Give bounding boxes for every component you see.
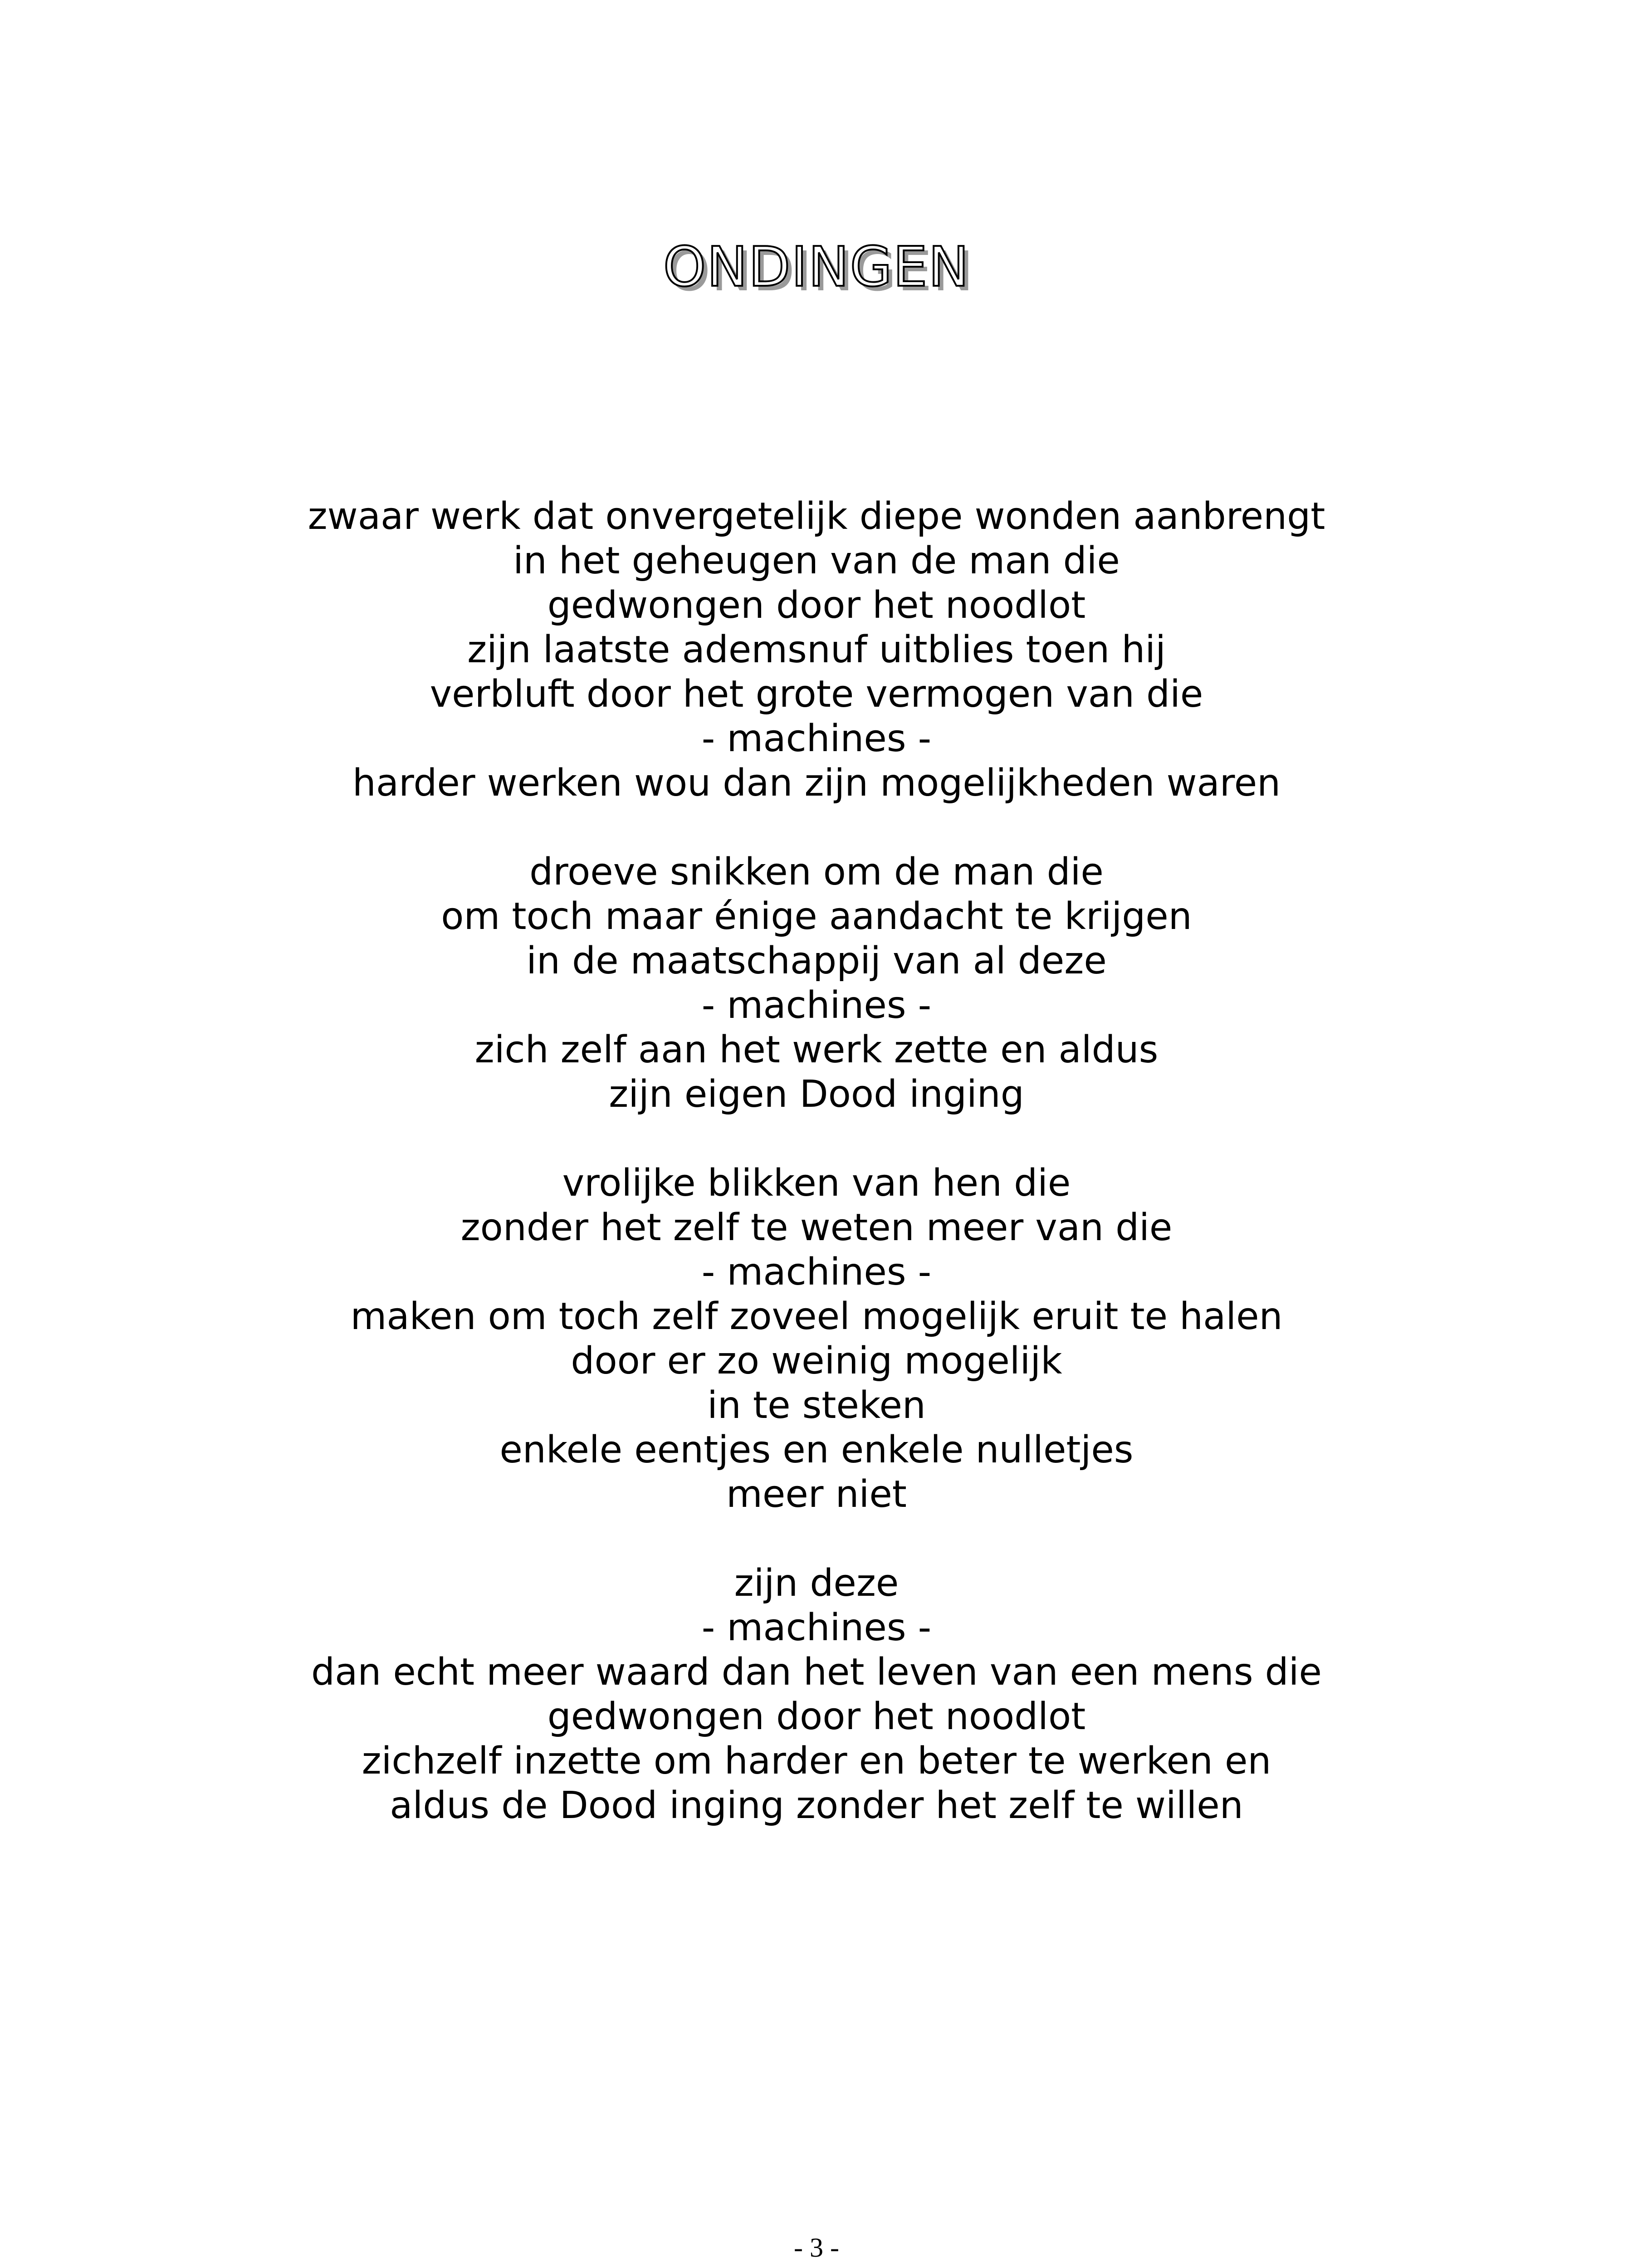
stanza-3: [0, 1161, 1633, 1517]
stanza-4: [0, 1561, 1633, 1828]
poem-line: om toch maar énige aandacht te krijgen: [441, 895, 1192, 938]
poem-line: zijn laatste ademsnuf uitblies toen hij: [467, 628, 1166, 671]
poem-title: ONDINGEN: [663, 236, 970, 299]
page-number: - 3 -: [794, 2233, 839, 2263]
poem-line: vrolijke blikken van hen die: [562, 1162, 1071, 1205]
poem-line: meer niet: [726, 1473, 907, 1516]
poem-line: - machines -: [701, 1251, 932, 1294]
poem-line: dan echt meer waard dan het leven van een mens die: [311, 1651, 1322, 1694]
poem-line: droeve snikken om de man die: [529, 850, 1104, 894]
poem-body: [0, 494, 1633, 1828]
stanza-2: [0, 850, 1633, 1117]
poem-line: zichzelf inzette om harder en beter te werken en: [362, 1740, 1271, 1783]
poem-line: aldus de Dood inging zonder het zelf te willen: [390, 1784, 1243, 1827]
poem-line: gedwongen door het noodlot: [547, 584, 1086, 627]
poem-line: zijn eigen Dood inging: [609, 1073, 1024, 1116]
poem-line: enkele eentjes en enkele nulletjes: [499, 1428, 1134, 1471]
stanza-1: [0, 494, 1633, 806]
poem-line: in te steken: [707, 1384, 926, 1427]
poem-line: zonder het zelf te weten meer van die: [460, 1206, 1173, 1249]
poem-line: - machines -: [701, 717, 932, 760]
poem-line: gedwongen door het noodlot: [547, 1695, 1086, 1738]
poem-line: zich zelf aan het werk zette en aldus: [474, 1028, 1159, 1071]
poem-line: verbluft door het grote vermogen van die: [430, 673, 1203, 716]
poem-line: - machines -: [701, 1606, 932, 1649]
poem-line: harder werken wou dan zijn mogelijkheden waren: [352, 762, 1281, 805]
poem-line: in het geheugen van de man die: [513, 539, 1120, 582]
poem-line: in de maatschappij van al deze: [526, 939, 1107, 982]
poem-line: zwaar werk dat onvergetelijk diepe wonden aanbrengt: [308, 495, 1325, 538]
poem-line: maken om toch zelf zoveel mogelijk eruit te halen: [350, 1295, 1283, 1338]
poem-line: door er zo weinig mogelijk: [571, 1339, 1062, 1383]
poem-line: - machines -: [701, 984, 932, 1027]
poem-line: zijn deze: [734, 1562, 899, 1605]
